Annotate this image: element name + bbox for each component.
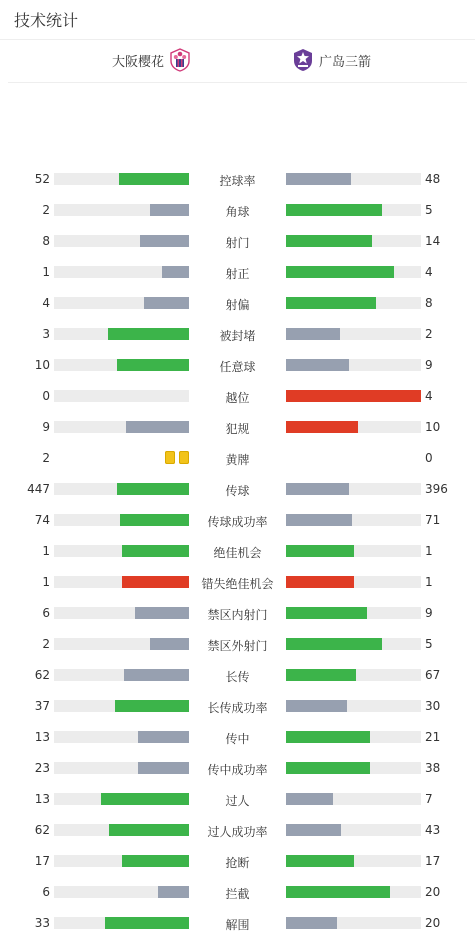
home-stat-track — [54, 700, 189, 712]
away-stat-track — [286, 669, 421, 681]
home-stat-value: 33 — [34, 916, 50, 930]
home-stat-track — [54, 235, 189, 247]
away-stat-track — [286, 359, 421, 371]
stat-label: 错失绝佳机会 — [201, 577, 274, 591]
stat-row — [0, 816, 475, 847]
stat-label: 抢断 — [225, 856, 250, 870]
away-stat-track — [286, 731, 421, 743]
stat-label: 过人 — [225, 794, 250, 808]
away-stat-value: 5 — [425, 637, 433, 651]
home-stat-bar — [150, 638, 189, 650]
home-stat-bar — [144, 297, 189, 309]
home-stat-bar — [138, 731, 189, 743]
stat-label: 射偏 — [225, 298, 250, 312]
stat-label: 传中成功率 — [207, 763, 268, 777]
stat-row — [0, 630, 475, 661]
away-stat-value: 21 — [425, 730, 441, 744]
stat-row — [0, 785, 475, 816]
home-stat-track — [54, 886, 189, 898]
home-stat-track — [54, 607, 189, 619]
away-stat-value: 2 — [425, 327, 433, 341]
away-stat-track — [286, 824, 421, 836]
home-stat-track — [54, 266, 189, 278]
home-stat-bar — [126, 421, 189, 433]
home-team[interactable] — [112, 48, 192, 72]
away-stat-track — [286, 266, 421, 278]
away-stat-bar — [286, 576, 354, 588]
home-stat-bar — [140, 235, 189, 247]
away-team[interactable] — [291, 48, 371, 72]
home-stat-track — [54, 762, 189, 774]
away-stat-bar — [286, 700, 347, 712]
home-stat-value: 4 — [42, 296, 50, 310]
away-stat-track — [286, 607, 421, 619]
home-stat-value: 1 — [42, 575, 50, 589]
home-stat-track — [54, 359, 189, 371]
away-stat-track — [286, 793, 421, 805]
stat-label: 禁区外射门 — [207, 639, 268, 653]
home-stat-bar — [122, 545, 190, 557]
away-stat-value: 48 — [425, 172, 441, 186]
home-stat-value: 37 — [34, 699, 50, 713]
home-stat-bar — [119, 173, 189, 185]
home-stat-bar — [135, 607, 189, 619]
away-stat-bar — [286, 204, 382, 216]
stat-label: 传球 — [225, 484, 250, 498]
stat-row — [0, 165, 475, 196]
away-stat-bar — [286, 297, 376, 309]
away-stat-bar — [286, 669, 356, 681]
away-stat-track — [286, 514, 421, 526]
stat-label: 犯规 — [225, 422, 250, 436]
away-stat-track — [286, 576, 421, 588]
away-stat-bar — [286, 731, 370, 743]
away-stat-track — [286, 638, 421, 650]
home-stat-track — [54, 638, 189, 650]
home-stat-bar — [122, 576, 190, 588]
stat-row — [0, 320, 475, 351]
home-stat-track — [54, 390, 189, 402]
away-stat-track — [286, 421, 421, 433]
home-stat-value: 2 — [42, 203, 50, 217]
away-stat-bar — [286, 173, 351, 185]
away-stat-track — [286, 328, 421, 340]
stat-row — [0, 754, 475, 785]
away-stat-bar — [286, 390, 421, 402]
yellow-card-icon — [179, 451, 189, 464]
home-stat-track — [54, 328, 189, 340]
stat-row — [0, 444, 475, 475]
home-stat-track — [54, 824, 189, 836]
home-stat-value: 6 — [42, 606, 50, 620]
away-stat-bar — [286, 266, 394, 278]
away-stat-value: 7 — [425, 792, 433, 806]
stat-row — [0, 475, 475, 506]
away-stat-value: 0 — [425, 451, 433, 465]
home-stat-value: 1 — [42, 265, 50, 279]
home-stat-bar — [138, 762, 189, 774]
home-yellow-cards — [165, 451, 189, 464]
stat-row — [0, 847, 475, 878]
home-stat-value: 2 — [42, 451, 50, 465]
home-stat-bar — [117, 483, 189, 495]
away-stat-track — [286, 762, 421, 774]
stat-label: 越位 — [225, 391, 250, 405]
away-stat-bar — [286, 793, 333, 805]
stat-label: 传中 — [225, 732, 250, 746]
home-stat-value: 3 — [42, 327, 50, 341]
header — [0, 0, 475, 40]
away-stat-bar — [286, 638, 382, 650]
home-stat-value: 52 — [34, 172, 50, 186]
page-title: 技术统计 — [14, 11, 79, 30]
stat-row — [0, 351, 475, 382]
away-stat-bar — [286, 235, 372, 247]
stat-label: 禁区内射门 — [207, 608, 268, 622]
away-stat-bar — [286, 328, 340, 340]
home-stat-value: 1 — [42, 544, 50, 558]
home-team-name: 大阪樱花 — [111, 54, 164, 70]
stat-row — [0, 723, 475, 754]
home-stat-value: 62 — [34, 823, 50, 837]
away-stat-bar — [286, 421, 358, 433]
home-stat-bar — [120, 514, 189, 526]
away-stat-value: 4 — [425, 265, 433, 279]
away-stat-bar — [286, 483, 349, 495]
home-stat-bar — [150, 204, 189, 216]
stat-label: 角球 — [225, 205, 250, 219]
home-stat-track — [54, 297, 189, 309]
away-stat-value: 67 — [425, 668, 441, 682]
home-stat-bar — [115, 700, 189, 712]
home-stat-value: 17 — [34, 854, 50, 868]
teams-header — [8, 40, 467, 83]
away-stat-value: 396 — [425, 482, 448, 496]
away-stat-value: 14 — [425, 234, 441, 248]
away-stat-track — [286, 297, 421, 309]
home-stat-track — [54, 917, 189, 929]
stat-row — [0, 661, 475, 692]
stat-row — [0, 289, 475, 320]
stat-row — [0, 258, 475, 289]
away-stat-value: 9 — [425, 358, 433, 372]
home-stat-bar — [124, 669, 189, 681]
home-stat-value: 13 — [34, 792, 50, 806]
home-stat-track — [54, 421, 189, 433]
home-stat-track — [54, 545, 189, 557]
home-stat-bar — [117, 359, 189, 371]
home-stat-track — [54, 669, 189, 681]
away-stat-bar — [286, 359, 349, 371]
away-stat-value: 10 — [425, 420, 441, 434]
home-stat-bar — [109, 824, 189, 836]
stat-row — [0, 537, 475, 568]
stat-label: 绝佳机会 — [213, 546, 262, 560]
away-stat-track — [286, 917, 421, 929]
home-stat-value: 62 — [34, 668, 50, 682]
away-stat-track — [286, 700, 421, 712]
stat-label: 长传 — [225, 670, 250, 684]
home-stat-bar — [105, 917, 189, 929]
away-stat-track — [286, 483, 421, 495]
home-stat-value: 6 — [42, 885, 50, 899]
stat-label: 被封堵 — [219, 329, 256, 343]
away-stat-value: 43 — [425, 823, 441, 837]
away-stat-value: 38 — [425, 761, 441, 775]
away-stat-bar — [286, 917, 337, 929]
away-stat-value: 17 — [425, 854, 441, 868]
away-stat-bar — [286, 886, 390, 898]
stat-row — [0, 382, 475, 413]
yellow-card-icon — [165, 451, 175, 464]
home-stat-track — [54, 173, 189, 185]
cerezo-osaka-crest-icon — [168, 48, 192, 72]
away-stat-track — [286, 204, 421, 216]
away-stat-bar — [286, 514, 352, 526]
sanfrecce-hiroshima-crest-icon — [291, 48, 315, 72]
stat-label: 射门 — [225, 236, 250, 250]
away-stat-track — [286, 173, 421, 185]
away-stat-value: 30 — [425, 699, 441, 713]
home-stat-value: 2 — [42, 637, 50, 651]
home-stat-value: 8 — [42, 234, 50, 248]
away-stat-value: 71 — [425, 513, 441, 527]
away-stat-track — [286, 390, 421, 402]
stat-row — [0, 878, 475, 909]
away-stat-value: 8 — [425, 296, 433, 310]
stat-label: 解围 — [225, 918, 250, 932]
stat-row — [0, 196, 475, 227]
away-stat-bar — [286, 545, 354, 557]
stat-row — [0, 413, 475, 444]
stat-label: 拦截 — [225, 887, 250, 901]
stat-row — [0, 692, 475, 723]
away-stat-track — [286, 545, 421, 557]
stat-label: 过人成功率 — [207, 825, 268, 839]
away-stat-bar — [286, 824, 341, 836]
away-stat-value: 5 — [425, 203, 433, 217]
away-stat-bar — [286, 762, 370, 774]
home-stat-track — [54, 204, 189, 216]
stat-label: 任意球 — [219, 360, 256, 374]
home-stat-value: 447 — [27, 482, 50, 496]
stat-row — [0, 227, 475, 258]
home-stat-track — [54, 483, 189, 495]
home-stat-value: 0 — [42, 389, 50, 403]
home-stat-track — [54, 793, 189, 805]
home-stat-value: 9 — [42, 420, 50, 434]
home-stat-value: 13 — [34, 730, 50, 744]
away-stat-value: 20 — [425, 885, 441, 899]
home-stat-track — [54, 576, 189, 588]
home-stat-bar — [162, 266, 189, 278]
home-stat-value: 74 — [34, 513, 50, 527]
stat-label: 射正 — [225, 267, 250, 281]
stat-label: 控球率 — [219, 174, 256, 188]
home-stat-bar — [101, 793, 189, 805]
home-stat-track — [54, 514, 189, 526]
away-stat-track — [286, 886, 421, 898]
stat-label: 长传成功率 — [207, 701, 268, 715]
away-stat-value: 1 — [425, 575, 433, 589]
stat-label: 黄牌 — [225, 453, 250, 467]
away-stat-value: 1 — [425, 544, 433, 558]
home-stat-bar — [108, 328, 189, 340]
stat-row — [0, 506, 475, 537]
stat-row — [0, 909, 475, 940]
away-stat-value: 9 — [425, 606, 433, 620]
away-stat-bar — [286, 607, 367, 619]
away-stat-track — [286, 235, 421, 247]
away-stat-value: 4 — [425, 389, 433, 403]
stat-label: 传球成功率 — [207, 515, 268, 529]
away-team-name: 广岛三箭 — [319, 54, 372, 70]
home-stat-value: 10 — [34, 358, 50, 372]
home-stat-value: 23 — [34, 761, 50, 775]
away-stat-value: 20 — [425, 916, 441, 930]
stat-row — [0, 599, 475, 630]
stat-row — [0, 568, 475, 599]
home-stat-bar — [158, 886, 189, 898]
home-stat-track — [54, 731, 189, 743]
